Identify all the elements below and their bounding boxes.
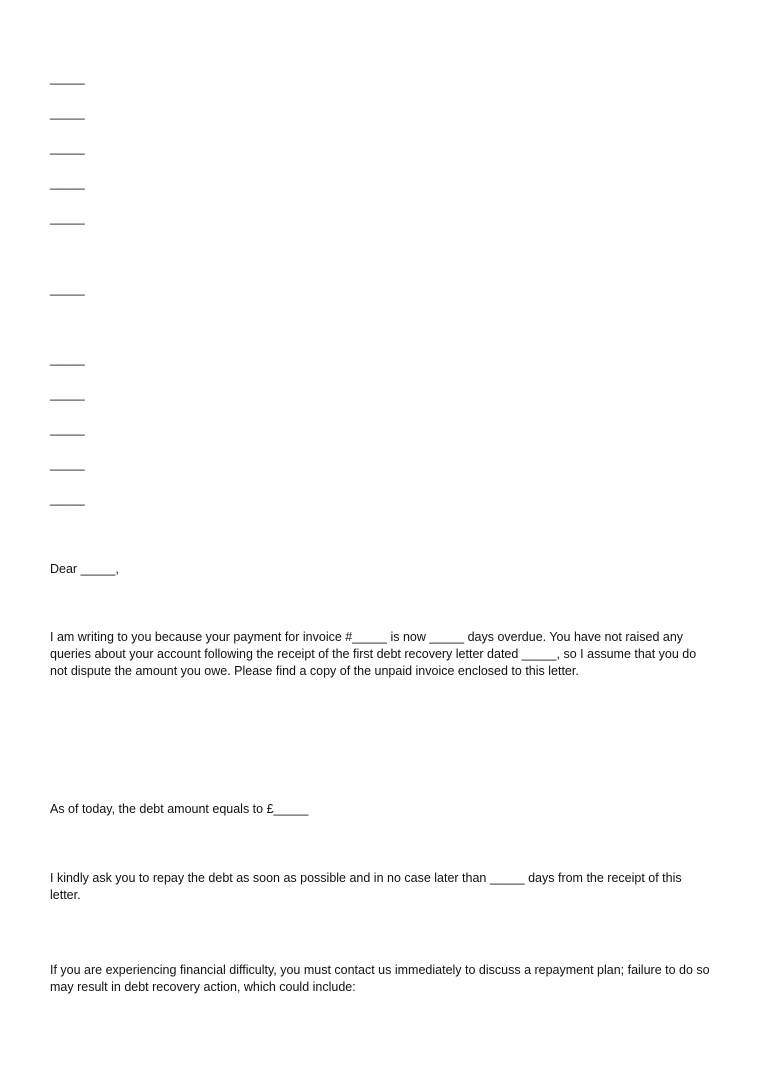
paragraph-financial-difficulty: If you are experiencing financial difficulty, you must contact us immediately to discuss a repayment plan; failure to do so may result in debt recovery action, which could include:: [50, 963, 710, 994]
paragraph-repayment-request: I kindly ask you to repay the debt as soon as possible and in no case later than _____ days from the receipt of this letter.: [50, 871, 682, 902]
paragraph-debt-amount: As of today, the debt amount equals to £_____: [50, 802, 309, 816]
sender-blank-4: _____: [50, 176, 85, 190]
sender-blank-2: _____: [50, 106, 85, 120]
recipient-blank-5: _____: [50, 492, 85, 506]
recipient-blank-2: _____: [50, 387, 85, 401]
recipient-blank-3: _____: [50, 422, 85, 436]
recipient-blank-4: _____: [50, 457, 85, 471]
sender-blank-5: _____: [50, 211, 85, 225]
date-blank: _____: [50, 282, 85, 296]
sender-blank-1: _____: [50, 71, 85, 85]
paragraph-overdue-notice: I am writing to you because your payment for invoice #_____ is now _____ days overdue. You have not raised any queries about your account following the receipt of the first debt recovery letter dated _____, so I assume that you do not dispute the amount you owe. Please find a copy of the unpaid invoice enclosed to this letter.: [50, 630, 697, 678]
recipient-blank-1: _____: [50, 352, 85, 366]
salutation: Dear _____,: [50, 562, 119, 576]
sender-blank-3: _____: [50, 141, 85, 155]
